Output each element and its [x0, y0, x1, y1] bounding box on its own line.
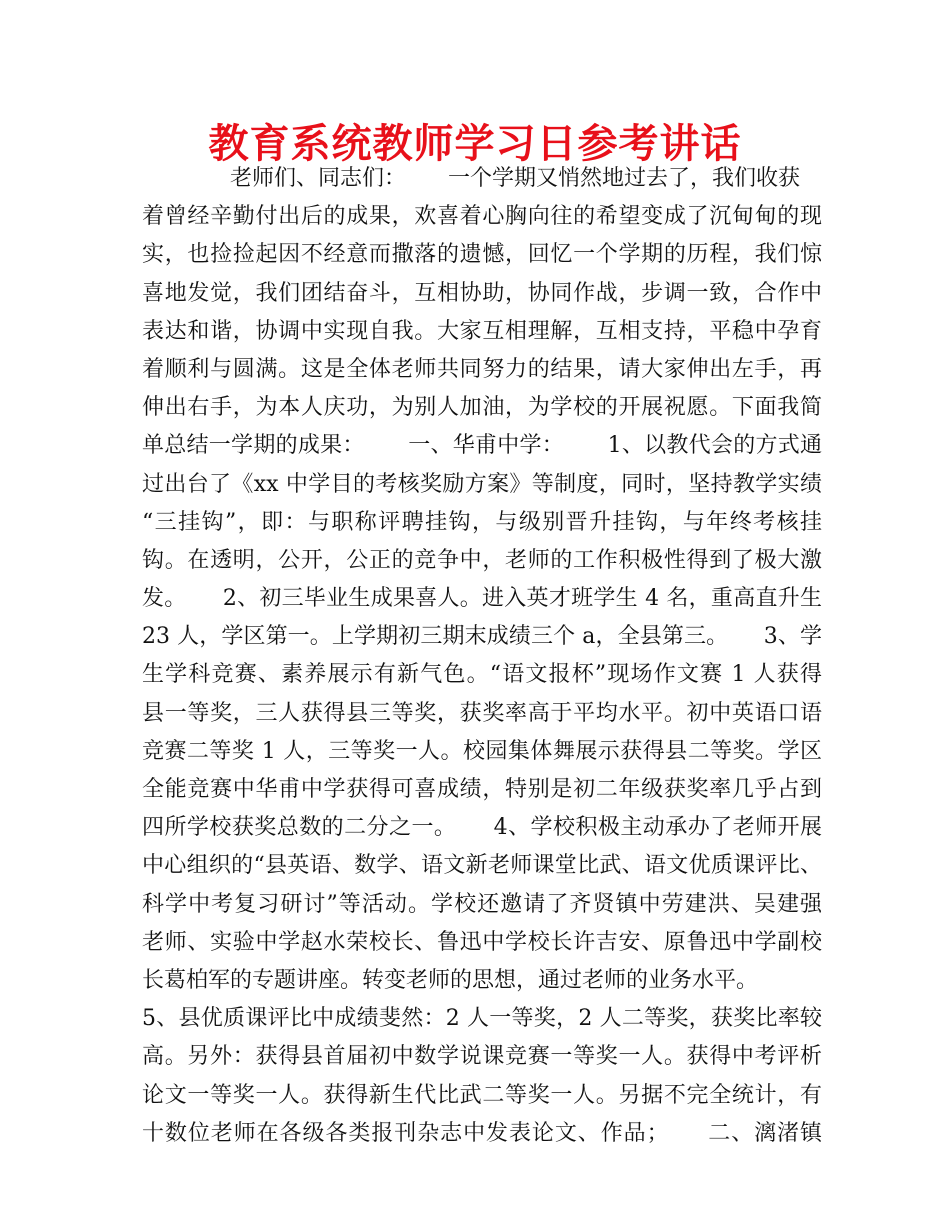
body-line: 十数位老师在各级各类报刊杂志中发表论文、作品； 二、漓渚镇 [142, 1120, 822, 1146]
body-line: 县一等奖，三人获得县三等奖，获奖率高于平均水平。初中英语口语 [142, 700, 822, 726]
body-line: “三挂钩”，即：与职称评聘挂钩，与级别晋升挂钩，与年终考核挂 [142, 509, 822, 535]
body-line: 表达和谐，协调中实现自我。大家互相理解，互相支持，平稳中孕育 [142, 318, 822, 344]
body-line: 发。 2、初三毕业生成果喜人。进入英才班学生 4 名，重高直升生 [142, 586, 822, 612]
body-line: 5、县优质课评比中成绩斐然：2 人一等奖，2 人二等奖，获奖比率较 [142, 1006, 822, 1032]
body-line: 老师、实验中学赵水荣校长、鲁迅中学校长许吉安、原鲁迅中学副校 [142, 929, 822, 955]
document-body [142, 160, 822, 1153]
body-line: 长葛柏军的专题讲座。转变老师的思想，通过老师的业务水平。 [142, 967, 759, 993]
body-line: 喜地发觉，我们团结奋斗，互相协助，协同作战，步调一致，合作中 [142, 280, 822, 306]
body-line: 论文一等奖一人。获得新生代比武二等奖一人。另据不完全统计，有 [142, 1082, 822, 1108]
body-line: 中心组织的“县英语、数学、语文新老师课堂比武、语文优质课评比、 [142, 853, 822, 879]
body-line: 科学中考复习研讨”等活动。学校还邀请了齐贤镇中劳建洪、吴建强 [142, 891, 822, 917]
body-line: 实，也捡捡起因不经意而撒落的遗憾，回忆一个学期的历程，我们惊 [142, 242, 822, 268]
body-line: 钩。在透明，公开，公正的竞争中，老师的工作积极性得到了极大激 [142, 547, 822, 573]
body-line: 老师们、同志们： 一个学期又悄然地过去了，我们收获 [230, 166, 800, 191]
body-line: 全能竞赛中华甫中学获得可喜成绩，特别是初二年级获奖率几乎占到 [142, 777, 822, 802]
document-title: 教育系统教师学习日参考讲话 [208, 121, 742, 167]
body-line: 竞赛二等奖 1 人，三等奖一人。校园集体舞展示获得县二等奖。学区 [142, 738, 822, 764]
body-line: 伸出右手，为本人庆功，为别人加油，为学校的开展祝愿。下面我简 [142, 395, 822, 421]
body-line: 着顺利与圆满。这是全体老师共同努力的结果，请大家伸出左手，再 [142, 356, 822, 382]
body-line: 生学科竞赛、素养展示有新气色。“语文报杯”现场作文赛 1 人获得 [142, 662, 822, 688]
body-line: 高。另外：获得县首届初中数学说课竞赛一等奖一人。获得中考评析 [142, 1044, 822, 1070]
body-line: 过出台了《xx 中学目的考核奖励方案》等制度，同时，坚持教学实绩 [142, 471, 822, 497]
body-line: 单总结一学期的成果： 一、华甫中学： 1、以教代会的方式通 [142, 433, 822, 459]
body-line: 四所学校获奖总数的二分之一。 4、学校积极主动承办了老师开展 [142, 815, 822, 841]
body-line: 23 人，学区第一。上学期初三期末成绩三个 a，全县第三。 3、学 [142, 624, 822, 650]
body-line: 着曾经辛勤付出后的成果，欢喜着心胸向往的希望变成了沉甸甸的现 [142, 204, 822, 230]
